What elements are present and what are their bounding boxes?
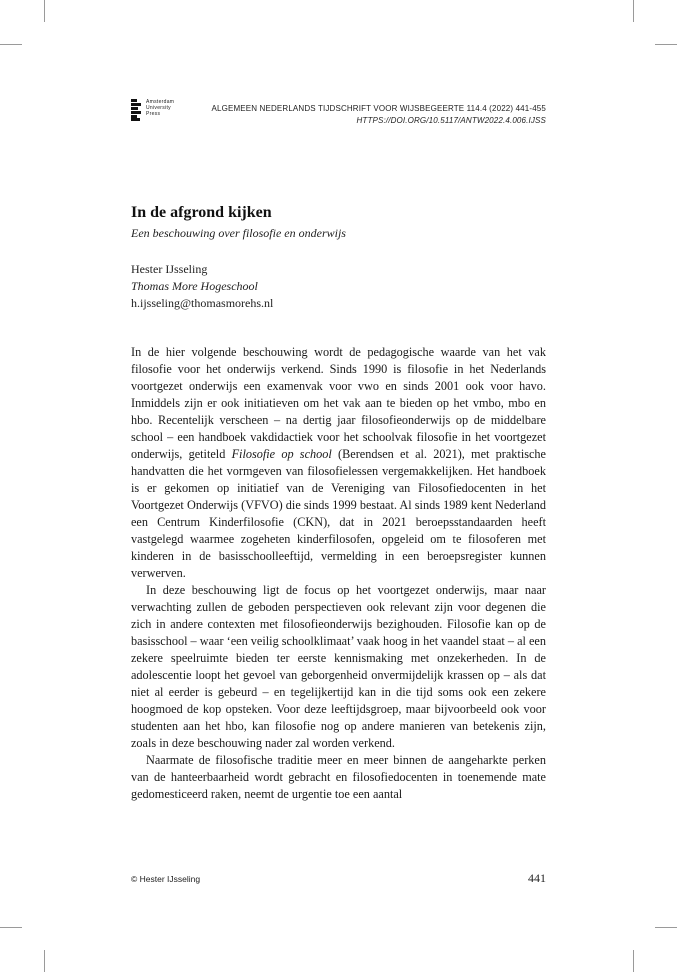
aup-logo-icon	[131, 99, 141, 121]
crop-mark	[0, 927, 22, 928]
crop-mark	[633, 0, 634, 22]
journal-header	[212, 103, 546, 127]
author-affiliation: Thomas More Hogeschool	[131, 279, 258, 293]
crop-mark	[44, 0, 45, 22]
article-subtitle: Een beschouwing over filosofie en onderwijs	[131, 226, 346, 240]
author-email[interactable]: h.ijsseling@thomasmorehs.nl	[131, 296, 274, 310]
crop-mark	[44, 950, 45, 972]
crop-mark	[655, 927, 677, 928]
page-number: 441	[528, 871, 546, 885]
crop-mark	[0, 44, 22, 45]
article-title: In de afgrond kijken	[131, 204, 272, 221]
crop-mark	[655, 44, 677, 45]
article-body	[131, 344, 546, 803]
copyright-notice: © Hester IJsseling	[131, 874, 201, 884]
journal-citation: ALGEMEEN NEDERLANDS TIJDSCHRIFT VOOR WIJSBEGEERTE 114.4 (2022) 441-455	[211, 104, 546, 113]
doi-link[interactable]: HTTPS://DOI.ORG/10.5117/ANTW2022.4.006.IJSS	[356, 116, 546, 125]
author-name: Hester IJsseling	[131, 262, 208, 276]
paragraph: In deze beschouwing ligt de focus op het voortgezet onderwijs, maar naar verwachting zullen de geboden perspectieven ook relevant zijn voor degenen die zich in andere contexten met filosofieonderwijs bezighouden. Filosofie kan op de basisschool – waar ‘een veilig schoolklimaat’ vaak hoog in het vaandel staat – al een zekere speelruimte bieden ter eerste kennismaking met onzekerheden. In de adolescentie loopt het gevoel van geborgenheid onvermijdelijk krassen op – als dat niet al eerder is gebeurd – en tegelijkertijd kan in die tijd soms ook een zekere hoogmoed de kop opsteken. Voor deze leeftijdsgroep, maar bijvoorbeeld ook voor studenten aan het hbo, kan filosofie nog op andere manieren van betekenis zijn, zoals in deze beschouwing nader zal worden verkend.	[131, 583, 546, 750]
book-title: Filosofie op school	[231, 447, 332, 461]
publisher-name: Amsterdam University Press	[146, 99, 175, 118]
paragraph: Naarmate de filosofische traditie meer en meer binnen de aangeharkte perken van de hanteerbaarheid wordt gebracht en filosofiedocenten in toenemende mate gedomesticeerd raken, neemt de urgentie toe een aantal	[131, 753, 546, 801]
publisher-logo	[131, 99, 174, 121]
crop-mark	[633, 950, 634, 972]
paragraph: In de hier volgende beschouwing wordt de pedagogische waarde van het vak filosofie voor het onderwijs verkend. Sinds 1990 is filosofie in het Nederlands voortgezet onderwijs een examenvak voor vwo en sinds 2001 ook voor havo. Inmiddels zijn er ook initiatieven om het vak aan te bieden op het vmbo, mbo en hbo. Recentelijk verscheen – na dertig jaar filosofieonderwijs op de middelbare school – een handboek vakdidactiek voor het schoolvak filosofie in het voortgezet onderwijs, getiteld Filosofie op school (Berendsen et al. 2021), met praktische handvatten die het vormgeven van filosofielessen vergemakkelijken. Het handboek is er gekomen op initiatief van de Vereniging van Filosofiedocenten in het Voortgezet Onderwijs (VFVO) die sinds 1999 bestaat. Al sinds 1989 kent Nederland een Centrum Kinderfilosofie (CKN), dat in 2021 beroepsstandaarden heeft vastgelegd waarmee zogeheten kinderfilosofen, opgeleid om te filosoferen met kinderen in de basisschoolleeftijd, vermelding in een beroepsregister kunnen verwerven.	[131, 345, 546, 580]
